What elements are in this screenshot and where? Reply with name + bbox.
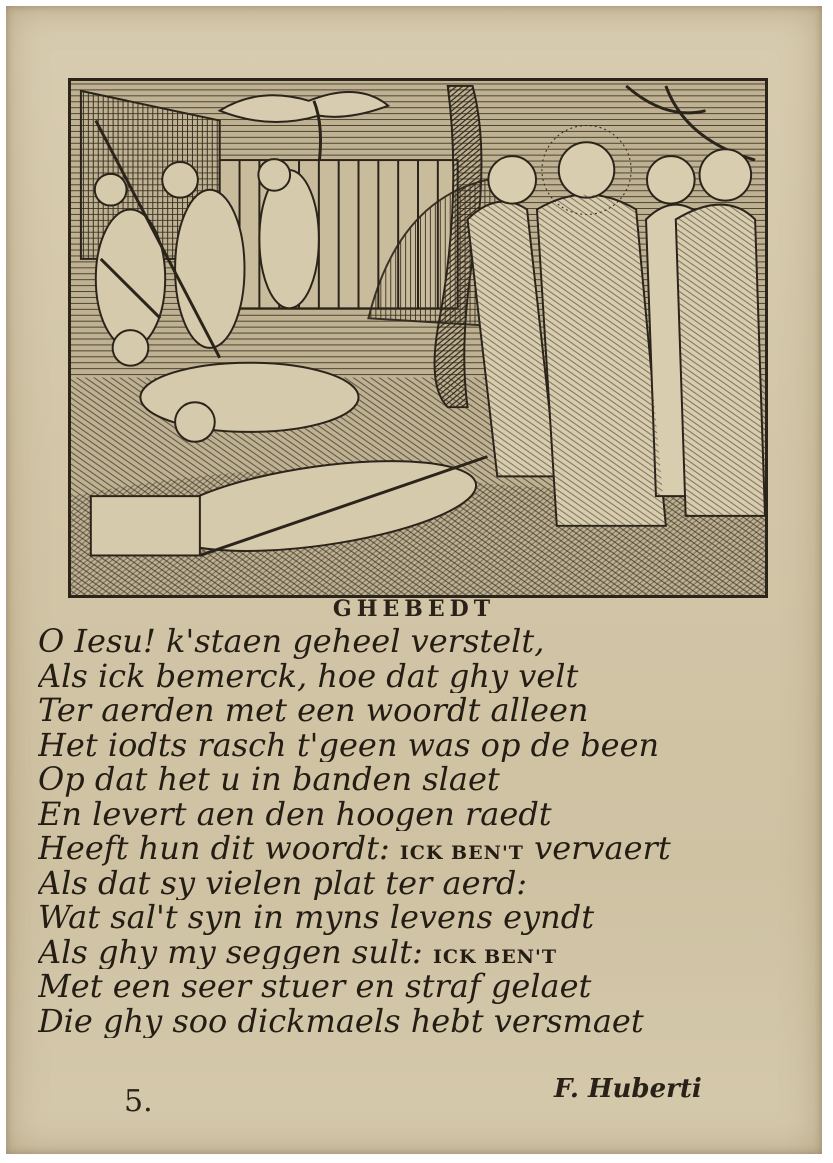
verse-emphasis: ICK BEN'T [399, 842, 524, 864]
verse-line: O Iesu! k'staen geheel verstelt, [38, 624, 545, 659]
prayer-verse [38, 624, 810, 1038]
verse-line: Het iodts rasch t'geen was op de been [38, 727, 660, 762]
engraving-scene [71, 81, 765, 595]
verse-line: Als ghy my seggen sult: ICK BEN'T [38, 934, 558, 969]
verse-line: Die ghy soo dickmaels hebt versmaet [38, 1003, 644, 1038]
verse-line: Heeft hun dit woordt: ICK BEN'T vervaert [38, 831, 671, 866]
verse-line: Op dat het u in banden slaet [38, 762, 500, 797]
verse-line: Met een seer stuer en straf gelaet [38, 969, 592, 1004]
verse-emphasis: ICK BEN'T [433, 945, 558, 968]
prayer-title: GHEBEDT [332, 596, 496, 622]
verse-line: Wat sal't syn in myns levens eyndt [38, 900, 595, 935]
page-number: 5. [124, 1084, 153, 1119]
devotional-card [6, 6, 822, 1154]
verse-line: Als dat sy vielen plat ter aerd: [38, 865, 528, 900]
verse-line: Ter aerden met een woordt alleen [38, 693, 589, 728]
engraving-illustration [68, 78, 768, 598]
verse-line: En levert aen den hoogen raedt [38, 796, 552, 831]
verse-line: Als ick bemerck, hoe dat ghy velt [38, 658, 579, 693]
engraver-signature: F. Huberti [554, 1074, 702, 1104]
